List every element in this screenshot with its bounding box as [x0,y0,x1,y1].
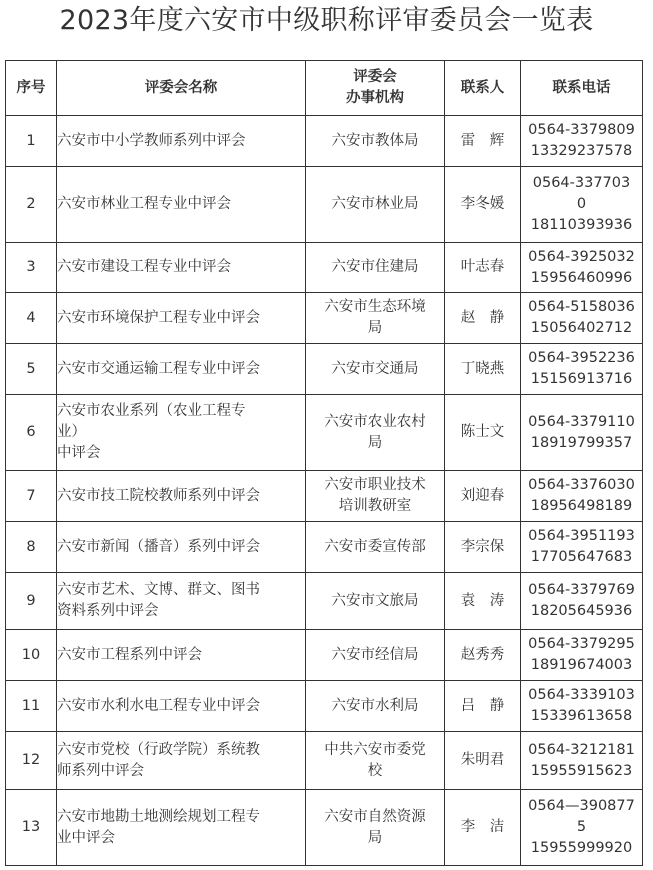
header-person: 联系人 [445,61,521,116]
office-line: 局 [367,434,383,451]
row-phone [521,681,643,732]
office-line: 六安市水利局 [331,697,419,714]
table-row [6,293,643,344]
committee-name-line: 六安市水利水电工程专业中评会 [57,697,260,714]
table-row [6,522,643,573]
row-committee-name [57,471,306,522]
phone-line: 15955915623 [530,762,633,779]
office-line: 六安市自然资源 [324,808,426,825]
phone-line: 0564-3339103 [528,687,635,703]
row-seq: 11 [6,681,57,732]
committee-table [5,60,643,866]
row-committee-name [57,116,306,167]
phone-line: 15156913716 [530,371,633,387]
row-office [306,630,445,681]
table-row [6,167,643,243]
office-line: 六安市农业农村 [324,413,426,430]
row-contact-person: 赵秀秀 [445,630,521,681]
phone-line: 18919799357 [530,434,633,451]
row-phone [521,243,643,293]
office-line: 六安市林业局 [331,196,419,212]
committee-name-line: 六安市中小学教师系列中评会 [57,132,246,149]
row-phone [521,790,643,866]
header-org-line2: 办事机构 [346,90,404,106]
office-line: 六安市文旅局 [331,592,419,609]
phone-line: 0564-3379809 [528,122,635,138]
committee-name-line: 六安市农业系列（农业工程专 [57,403,246,419]
office-line: 六安市住建局 [331,259,419,275]
row-phone [521,344,643,395]
row-office [306,293,445,344]
row-seq: 5 [6,344,57,395]
row-office [306,681,445,732]
table-row [6,344,643,395]
row-seq: 7 [6,471,57,522]
row-office [306,167,445,243]
row-committee-name [57,522,306,573]
table-header-row [6,61,643,116]
row-committee-name [57,732,306,790]
row-seq: 10 [6,630,57,681]
office-line: 局 [367,829,383,846]
committee-name-line: 六安市林业工程专业中评会 [57,196,231,212]
row-committee-name [57,243,306,293]
phone-line: 0564-3379110 [528,413,635,430]
office-line: 校 [367,762,383,779]
row-seq: 3 [6,243,57,293]
row-phone [521,395,643,471]
row-contact-person: 李宗保 [445,522,521,573]
row-phone [521,732,643,790]
row-contact-person: 陈士文 [445,395,521,471]
table-row [6,471,643,522]
phone-line: 0564-3376030 [528,477,635,493]
office-line: 六安市教体局 [331,132,419,149]
row-committee-name [57,630,306,681]
row-contact-person: 吕 静 [445,681,521,732]
row-committee-name [57,573,306,630]
row-seq: 13 [6,790,57,866]
table-row [6,732,643,790]
committee-name-line: 六安市环境保护工程专业中评会 [57,309,260,326]
phone-line: 18919674003 [530,657,633,673]
office-line: 六安市经信局 [331,646,419,663]
table-row [6,243,643,293]
row-seq: 1 [6,116,57,167]
table-row [6,395,643,471]
row-office [306,732,445,790]
row-contact-person: 刘迎春 [445,471,521,522]
row-seq: 8 [6,522,57,573]
row-seq: 6 [6,395,57,471]
committee-name-line: 六安市技工院校教师系列中评会 [57,487,260,504]
row-office [306,116,445,167]
table-row [6,681,643,732]
office-line: 中共六安市委党 [324,741,426,758]
phone-line: 15339613658 [530,708,633,724]
table-row [6,790,643,866]
row-phone [521,471,643,522]
row-office [306,395,445,471]
row-office [306,344,445,395]
committee-name-line: 六安市地勘土地测绘规划工程专 [57,808,260,825]
phone-line: 0564-3379295 [528,636,635,652]
phone-line: 0564-3925032 [528,248,635,265]
phone-line: 0564-5158036 [528,299,635,315]
row-contact-person: 袁 涛 [445,573,521,630]
phone-line: 15956460996 [530,269,633,286]
header-phone: 联系电话 [521,61,643,116]
row-office [306,573,445,630]
committee-name-line: 六安市党校（行政学院）系统教 [57,741,260,758]
row-committee-name [57,344,306,395]
row-contact-person: 雷 辉 [445,116,521,167]
committee-name-line: 资料系列中评会 [57,603,159,619]
row-committee-name [57,790,306,866]
office-line: 六安市交通局 [331,360,419,377]
row-committee-name [57,293,306,344]
row-seq: 9 [6,573,57,630]
phone-line: 15955999920 [530,840,633,856]
phone-line: 0564-3951193 [528,528,635,544]
header-seq: 序号 [6,61,57,116]
row-phone [521,573,643,630]
row-contact-person: 朱明君 [445,732,521,790]
phone-line: 0564-3379769 [528,582,635,598]
row-phone [521,167,643,243]
row-office [306,790,445,866]
phone-line: 15056402712 [530,320,633,336]
row-committee-name [57,167,306,243]
row-contact-person: 李 洁 [445,790,521,866]
row-seq: 4 [6,293,57,344]
row-phone [521,116,643,167]
header-org-line1: 评委会 [353,69,397,85]
office-line: 培训教研室 [338,498,412,514]
phone-line: 0564—390877 [528,798,635,814]
office-line: 六安市职业技术 [324,477,426,493]
committee-name-line: 中评会 [57,445,101,461]
phone-line: 18110393936 [530,217,633,233]
row-office [306,243,445,293]
table-row [6,630,643,681]
row-contact-person: 丁晓燕 [445,344,521,395]
row-office [306,522,445,573]
page-title: 2023年度六安市中级职称评审委员会一览表 [59,5,594,36]
phone-line: 0 [576,196,587,212]
table-body [6,116,643,866]
committee-name-line: 师系列中评会 [57,762,144,779]
row-committee-name [57,681,306,732]
committee-name-line: 六安市工程系列中评会 [57,646,202,663]
phone-line: 13329237578 [530,143,633,159]
committee-name-line: 业中评会 [57,829,115,846]
phone-line: 18956498189 [530,498,633,514]
office-line: 六安市生态环境 [324,299,426,315]
row-phone [521,630,643,681]
row-contact-person: 赵 静 [445,293,521,344]
table-row [6,573,643,630]
row-contact-person: 叶志春 [445,243,521,293]
header-org [306,61,445,116]
row-committee-name [57,395,306,471]
committee-name-line: 六安市新闻（播音）系列中评会 [57,538,260,555]
row-seq: 2 [6,167,57,243]
office-line: 局 [367,320,383,336]
phone-line: 0564-337703 [532,175,631,191]
phone-line: 17705647683 [530,549,633,565]
row-phone [521,522,643,573]
row-phone [521,293,643,344]
phone-line: 5 [576,819,587,835]
phone-line: 0564-3952236 [528,350,635,366]
table-row [6,116,643,167]
row-office [306,471,445,522]
header-name: 评委会名称 [57,61,306,116]
phone-line: 18205645936 [530,603,633,619]
committee-name-line: 六安市艺术、文博、群文、图书 [57,582,260,598]
row-contact-person: 李冬媛 [445,167,521,243]
committee-name-line: 业） [57,424,86,440]
phone-line: 0564-3212181 [528,741,635,758]
office-line: 六安市委宣传部 [324,538,426,555]
committee-name-line: 六安市交通运输工程专业中评会 [57,360,260,377]
row-seq: 12 [6,732,57,790]
committee-name-line: 六安市建设工程专业中评会 [57,259,231,275]
